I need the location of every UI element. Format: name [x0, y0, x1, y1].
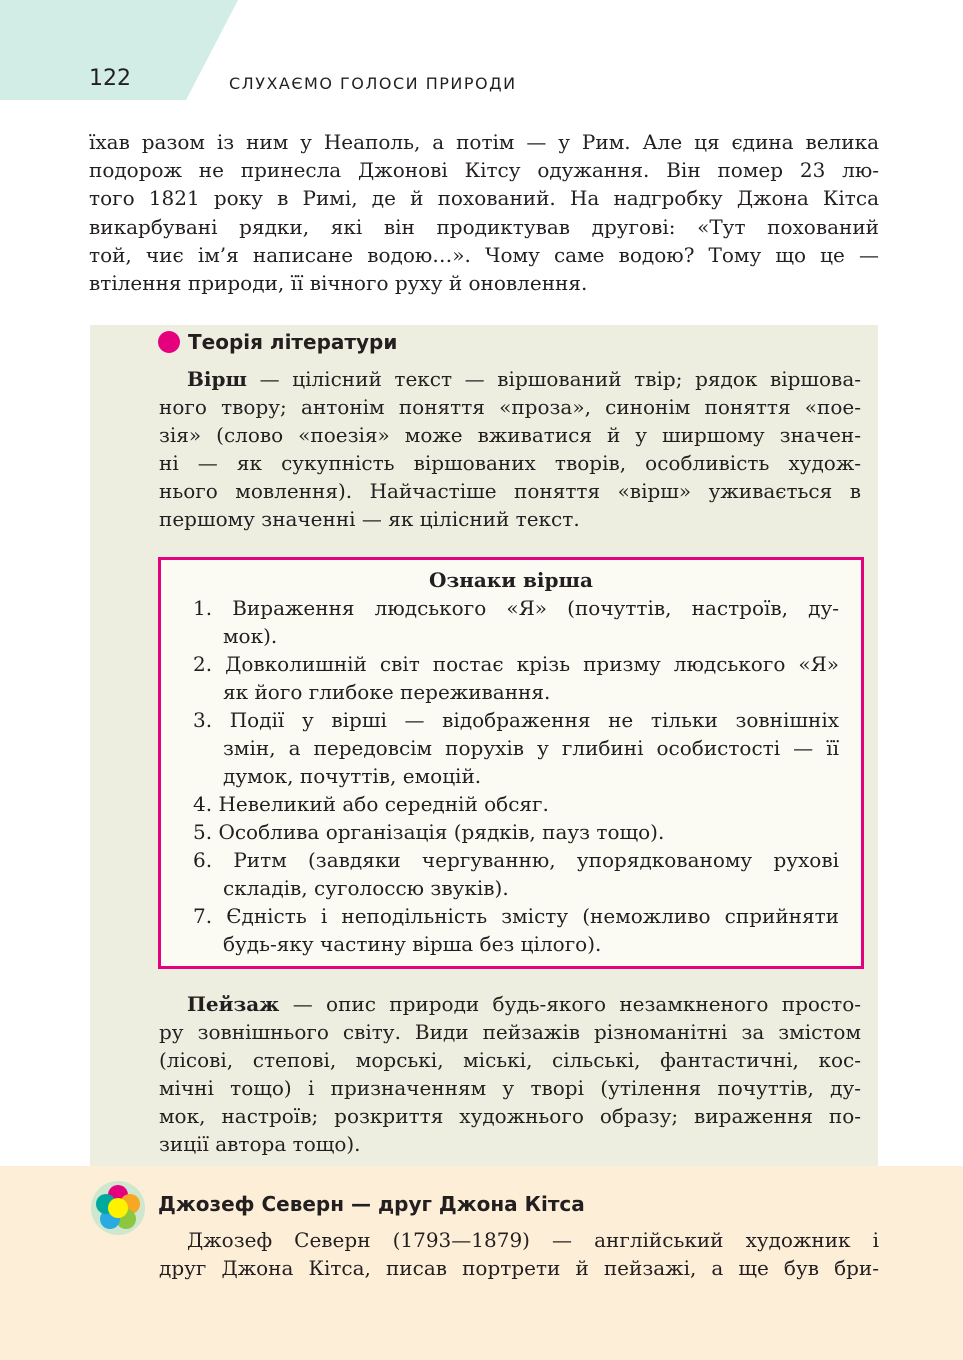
- verse-line: [159, 365, 861, 393]
- verse-definition: [159, 365, 861, 533]
- sign-line: як його глибоке переживання.: [223, 680, 551, 704]
- bio-heading: Джозеф Северн — друг Джона Кітса: [158, 1192, 585, 1216]
- signs-title: Ознаки вірша: [429, 568, 593, 592]
- verse-line: зія» (слово «поезія» може вживатися й у ширшому значен-: [159, 423, 861, 447]
- landscape-term: Пейзаж: [187, 992, 280, 1016]
- sign-line: думок, почуттів, емоцій.: [223, 764, 482, 788]
- bio-paragraph: [159, 1226, 879, 1282]
- intro-paragraph: [89, 128, 879, 297]
- sign-line: складів, суголоссю звуків).: [223, 876, 509, 900]
- intro-line: того 1821 року в Римі, де й похований. На надгробку Джона Кітса: [89, 186, 879, 211]
- sign-line: 5. Особлива організація (рядків, пауз тощо).: [193, 820, 665, 844]
- flower-icon: [90, 1180, 146, 1236]
- intro-line: їхав разом із ним у Неаполь, а потім — у Рим. Але ця єдина велика: [89, 130, 879, 154]
- sign-item: [193, 846, 839, 902]
- landscape-line: мок, настроїв; розкриття художнього образу; вираження по-: [159, 1104, 861, 1128]
- sign-line: 6. Ритм (завдяки чергуванню, упорядкованому рухові: [193, 848, 839, 872]
- theory-heading: [158, 330, 397, 354]
- landscape-definition: [159, 990, 861, 1158]
- running-title: СЛУХАЄМО ГОЛОСИ ПРИРОДИ: [229, 74, 517, 93]
- verse-line: ного твору; антонім поняття «проза», синонім поняття «пое-: [159, 395, 861, 419]
- sign-line: 1. Вираження людського «Я» (почуттів, настроїв, ду-: [193, 596, 839, 620]
- verse-line: ні — як сукупність віршованих творів, особливість худож-: [159, 451, 861, 475]
- page-number: 122: [89, 66, 131, 91]
- verse-line-text: — цілісний текст — віршований твір; рядок віршова-: [246, 367, 861, 391]
- verse-line: першому значенні — як цілісний текст.: [159, 507, 580, 531]
- bullet-dot-icon: [158, 331, 180, 353]
- intro-line: той, чиє ім’я написане водою…». Чому саме водою? Тому що це —: [89, 242, 879, 267]
- verse-signs-box: [158, 557, 864, 969]
- landscape-line: мічні тощо) і призначенням у творі (утілення почуттів, ду-: [159, 1076, 861, 1100]
- theory-heading-text: Теорія літератури: [188, 330, 398, 354]
- sign-item: [193, 706, 839, 790]
- signs-list: [193, 594, 839, 958]
- landscape-line: (лісові, степові, морські, міські, сільські, фантастичні, кос-: [159, 1048, 861, 1072]
- intro-line: втілення природи, її вічного руху й оновлення.: [89, 271, 588, 296]
- sign-item: [193, 594, 839, 650]
- sign-line: змін, а передовсім порухів у глибині особистості — її: [223, 736, 839, 760]
- bio-line: Джозеф Северн (1793—1879) — англійський художник і: [187, 1228, 879, 1252]
- sign-line: 4. Невеликий або середній обсяг.: [193, 792, 549, 816]
- landscape-line-text: — опис природи будь-якого незамкненого просто-: [279, 992, 861, 1016]
- bio-line: друг Джона Кітса, писав портрети й пейзажі, а ще був бри-: [159, 1256, 879, 1280]
- intro-line: подорож не принесла Джонові Кітсу одужання. Він помер 23 лю-: [89, 158, 879, 183]
- sign-line: будь-яку частину вірша без цілого).: [223, 932, 602, 956]
- sign-item: [193, 902, 839, 958]
- sign-line: мок).: [223, 624, 278, 648]
- sign-item: [193, 818, 839, 846]
- intro-line: викарбувані рядки, які він продиктував другові: «Тут похований: [89, 214, 879, 239]
- landscape-line: ру зовнішнього світу. Види пейзажів різноманітні за змістом: [159, 1020, 861, 1044]
- sign-line: 2. Довколишній світ постає крізь призму людського «Я»: [193, 652, 839, 676]
- sign-item: [193, 650, 839, 706]
- sign-item: [193, 790, 839, 818]
- verse-line: нього мовлення). Найчастіше поняття «вірш» уживається в: [159, 479, 861, 503]
- landscape-line: зиції автора тощо).: [159, 1132, 361, 1156]
- landscape-line: [159, 990, 861, 1018]
- verse-term: Вірш: [187, 367, 247, 391]
- sign-line: 7. Єдність і неподільність змісту (неможливо сприйняти: [193, 904, 839, 928]
- sign-line: 3. Події у вірші — відображення не тільки зовнішніх: [193, 708, 839, 732]
